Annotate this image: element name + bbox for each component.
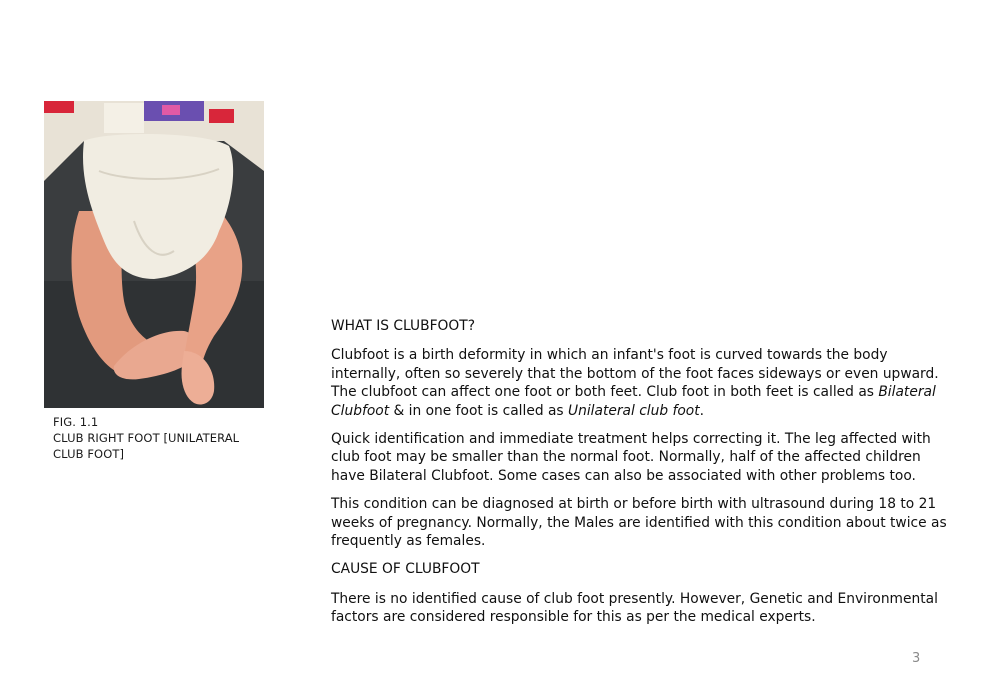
paragraph-diagnosis: This condition can be diagnosed at birth or before birth with ultrasound during 18 to 21 weeks of pregnancy. Normally, the Males are identified with this condition about twice as frequently as females. (331, 496, 947, 550)
page-number: 3 (912, 651, 921, 666)
figure-caption (53, 414, 253, 462)
paragraph-cause: There is no identified cause of club foot presently. However, Genetic and Environmental factors are considered responsible for this as per the medical experts. (331, 590, 938, 626)
term-bilateral-clubfoot: Bilateral Clubfoot (331, 384, 936, 419)
clubfoot-photo (44, 101, 264, 408)
figure-title-line2: CLUB FOOT] (53, 447, 125, 461)
paragraph-definition-text: Clubfoot is a birth deformity in which an infant's foot is curved towards the body internally, often so severely that the bottom of the foot faces sideways or even upward. The clubfoot can affect one foot or both feet. Club foot in both feet is called as (331, 347, 939, 401)
section-heading-what-is-clubfoot: WHAT IS CLUBFOOT? (331, 318, 476, 334)
paragraph-definition-text-2: & in one foot is called as (389, 402, 568, 419)
main-text (331, 317, 956, 637)
paragraph-definition (331, 346, 956, 420)
figure-number: FIG. 1.1 (53, 415, 99, 429)
paragraph-definition-end: . (699, 402, 705, 419)
section-heading-cause: CAUSE OF CLUBFOOT (331, 561, 480, 578)
figure-title-line1: CLUB RIGHT FOOT [UNILATERAL (53, 431, 240, 445)
term-unilateral-club-foot: Unilateral club foot (568, 402, 700, 419)
paragraph-identification: Quick identification and immediate treatment helps correcting it. The leg affected with club foot may be smaller than the normal foot. Normally, half of the affected children have Bilateral Clubfoot. Some cases can also be associated with other problems too. (331, 431, 931, 484)
